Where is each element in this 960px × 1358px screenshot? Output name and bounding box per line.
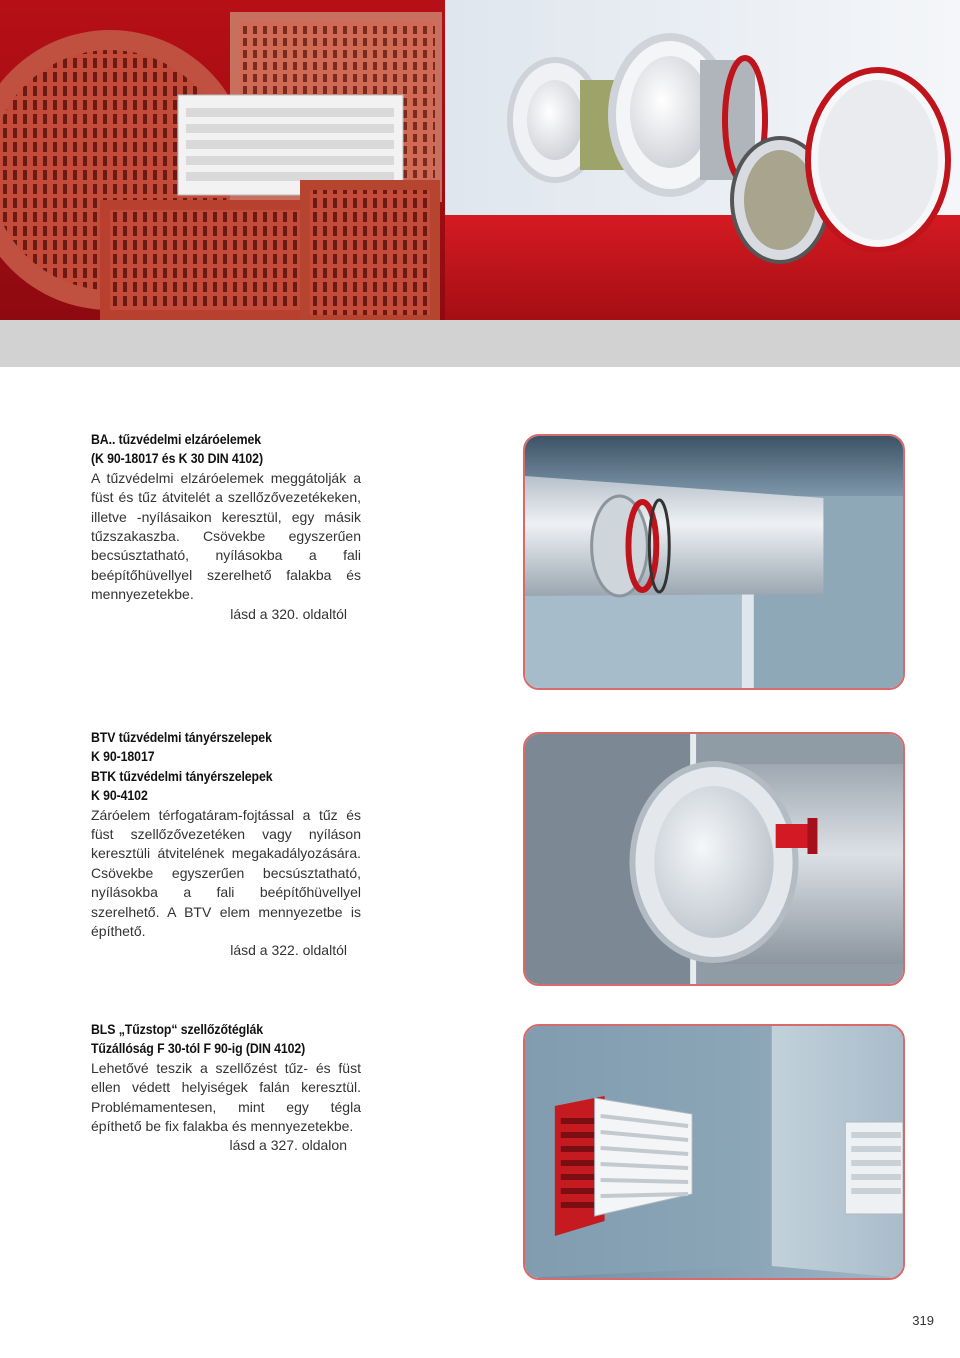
section-heading: BTK tűzvédelmi tányérszelepek xyxy=(91,768,273,784)
page-reference: lásd a 322. oldaltól xyxy=(230,942,347,959)
page-reference: lásd a 320. oldaltól xyxy=(230,605,347,622)
disc-valve-illustration xyxy=(525,734,903,984)
hero-illustration xyxy=(0,0,960,320)
section-bls-fire-bricks xyxy=(91,1020,361,1156)
photo-vent-brick xyxy=(523,1024,905,1280)
section-subheading: Tűzállóság F 30-tól F 90-ig (DIN 4102) xyxy=(91,1041,306,1057)
hero-photo-strip xyxy=(0,0,960,320)
vent-brick-illustration xyxy=(525,1026,903,1278)
photo-disc-valve xyxy=(523,732,905,986)
section-subheading: K 90-18017 xyxy=(91,749,155,765)
section-body: Záróelem térfogatáram-fojtással a tűz és füst szellőzővezetéken vagy nyíláson keresztüli átvitelének megakadályozására. Csövekbe egyszerűen becsúsztatható, nyílásokba a fali beépítőhüvellyel szerelhető. A BTV elem mennyezetbe is építhető. xyxy=(91,806,361,940)
duct-damper-illustration xyxy=(525,436,903,688)
section-subheading: (K 90-18017 és K 30 DIN 4102) xyxy=(91,451,263,467)
section-heading: BTV tűzvédelmi tányérszelepek xyxy=(91,730,272,745)
section-btv-disc-valves xyxy=(91,728,361,961)
section-subheading: K 90-4102 xyxy=(91,788,148,804)
section-heading: BLS „Tűzstop“ szellőzőtéglák xyxy=(91,1022,263,1037)
photo-duct-damper xyxy=(523,434,905,690)
page-number: 319 xyxy=(912,1313,934,1328)
page-reference: lásd a 327. oldalon xyxy=(229,1137,347,1154)
section-body: A tűzvédelmi elzáróelemek meggátolják a füst és tűz átvitelét a szellőzővezetékeken, illetve -nyílásaikon keresztül, egy másik tűzszakaszba. Csövekbe egyszerűen becsúsztatható, nyílásokba a fali beépítőhüvellyel szerelhető falakba és mennyezetekbe. xyxy=(91,469,361,603)
section-body: Lehetővé teszik a szellőzést tűz- és füst ellen védett helyiségek falán keresztül. Problémamentesen, mint egy tégla építhető be fix falakba és mennyezetekbe. xyxy=(91,1059,361,1135)
section-ba-fire-dampers xyxy=(91,430,361,624)
grey-band xyxy=(0,320,960,367)
section-heading: BA.. tűzvédelmi elzáróelemek xyxy=(91,432,261,447)
